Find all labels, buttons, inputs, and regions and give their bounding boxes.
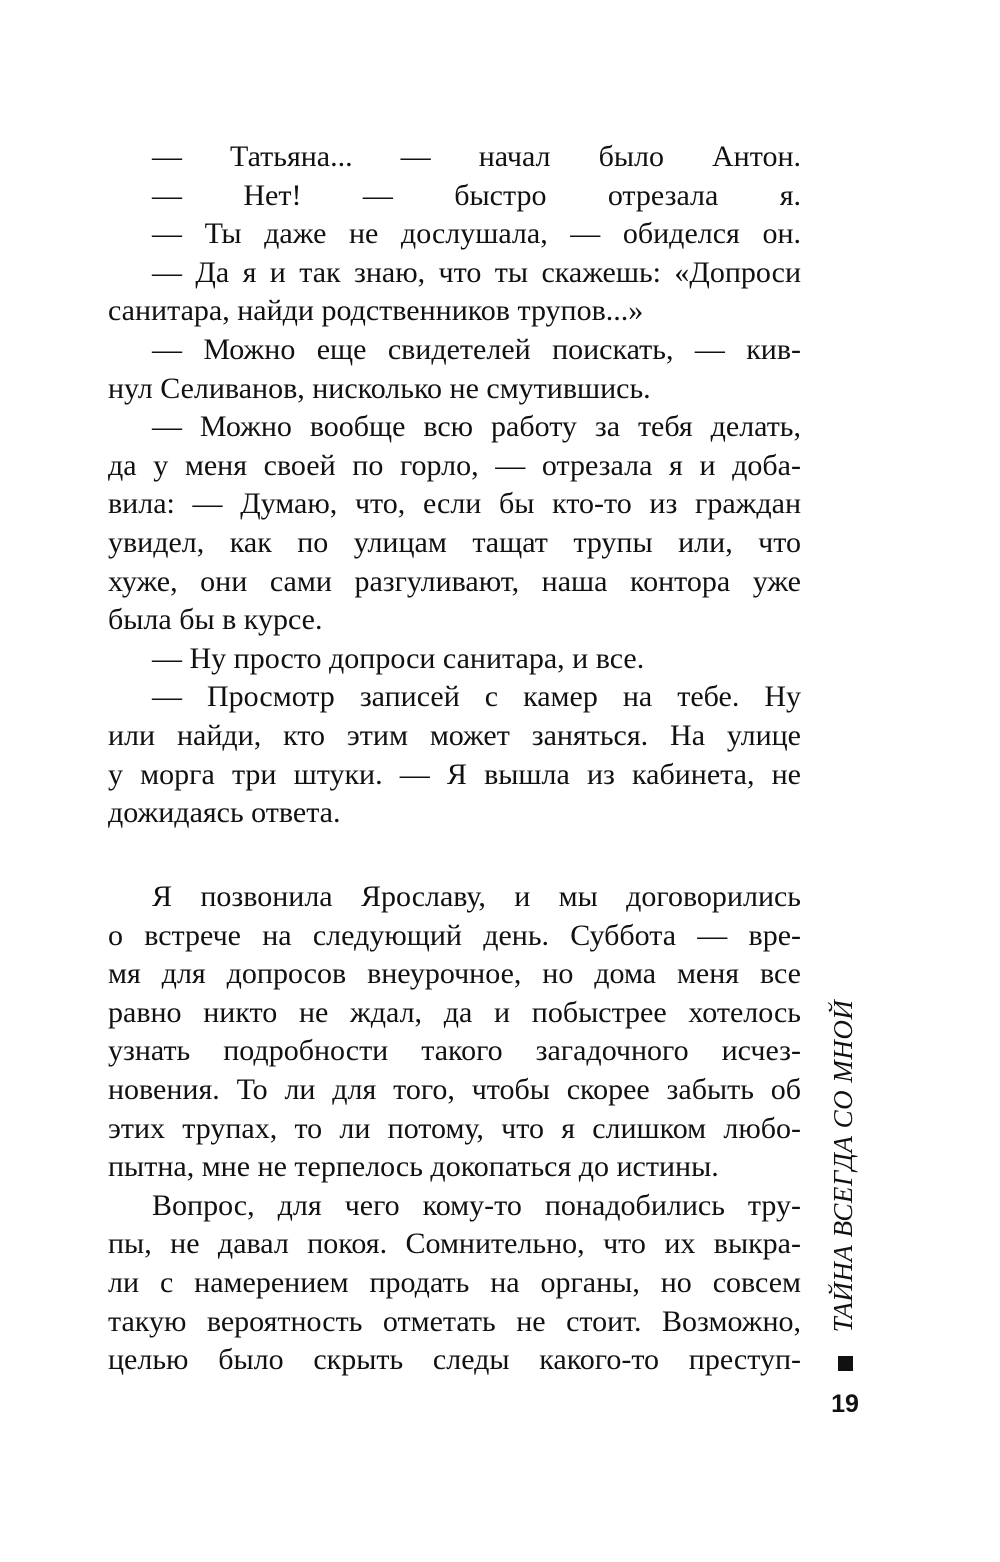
- text-line: нул Селиванов, нисколько не смутившись.: [108, 371, 651, 405]
- text-line: равно никто не ждал, да и побыстрее хотелось: [108, 995, 801, 1029]
- text-line: хуже, они сами разгуливают, наша контора уже: [108, 564, 801, 598]
- text-line: Вопрос, для чего кому-то понадобились тру-: [152, 1188, 801, 1222]
- page-number: 19: [831, 1390, 859, 1418]
- text-line: такую вероятность отметать не стоит. Возможно,: [108, 1304, 801, 1338]
- text-line: санитара, найди родственников трупов...»: [108, 294, 644, 328]
- text-line: дожидаясь ответа.: [108, 796, 341, 830]
- text-line: — Ты даже не дослушала, — обиделся он.: [152, 217, 801, 251]
- square-marker-icon: [838, 1356, 853, 1371]
- text-line: — Можно еще свидетелей поискать, — кив-: [152, 332, 801, 366]
- text-line: пытна, мне не терпелось докопаться до истины.: [108, 1150, 719, 1184]
- text-line: узнать подробности такого загадочного исчез-: [108, 1034, 801, 1068]
- text-line: вила: — Думаю, что, если бы кто-то из граждан: [108, 487, 801, 521]
- text-line: у морга три штуки. — Я вышла из кабинета, не: [108, 757, 801, 791]
- text-line: — Татьяна... — начал было Антон.: [152, 140, 801, 173]
- text-line: — Да я и так знаю, что ты скажешь: «Допроси: [152, 255, 801, 289]
- running-head-title: ТАЙНА ВСЕГДА СО МНОЙ: [828, 999, 858, 1333]
- text-line: о встрече на следующий день. Суббота — вре-: [108, 918, 801, 952]
- text-line: мя для допросов внеурочное, но дома меня все: [108, 957, 801, 991]
- text-line: — Нет! — быстро отрезала я.: [152, 178, 801, 212]
- text-line: — Ну просто допроси санитара, и все.: [152, 641, 645, 675]
- text-line: целью было скрыть следы какого-то преступ-: [108, 1343, 801, 1377]
- text-line: этих трупах, то ли потому, что я слишком любо-: [108, 1111, 801, 1145]
- dialogue-section: [108, 138, 801, 833]
- text-line: или найди, кто этим может заняться. На улице: [108, 718, 801, 752]
- text-line: была бы в курсе.: [108, 603, 323, 637]
- text-line: увидел, как по улицам тащат трупы или, что: [108, 525, 801, 559]
- text-line: да у меня своей по горло, — отрезала я и доба-: [108, 448, 801, 482]
- text-line: — Можно вообще всю работу за тебя делать,: [152, 410, 801, 444]
- text-line: Я позвонила Ярославу, и мы договорились: [152, 880, 801, 913]
- narrative-section: [108, 878, 801, 1380]
- text-line: новения. То ли для того, чтобы скорее забыть об: [108, 1072, 801, 1106]
- text-line: ли с намерением продать на органы, но совсем: [108, 1265, 801, 1299]
- text-line: пы, не давал покоя. Сомнительно, что их выкра-: [108, 1227, 801, 1261]
- text-line: — Просмотр записей с камер на тебе. Ну: [152, 680, 801, 714]
